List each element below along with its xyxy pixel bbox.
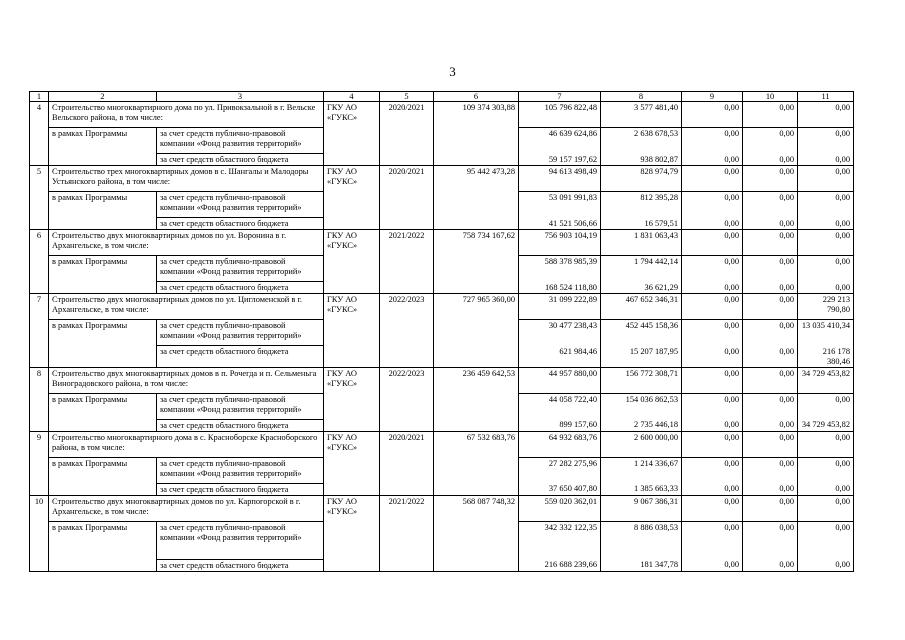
amount-cell: 0,00 xyxy=(743,521,798,559)
row-number: 10 xyxy=(30,495,49,571)
amount-cell: 812 395,28 xyxy=(601,192,682,218)
program-label: в рамках Программы xyxy=(49,128,157,166)
row-number: 9 xyxy=(30,431,49,495)
table-row-object xyxy=(30,102,854,128)
table-row-object xyxy=(30,230,854,256)
amount-cell: 342 332 122,35 xyxy=(519,521,601,559)
amount-cell: 0,00 xyxy=(743,419,798,431)
amount-cell: 94 613 498,49 xyxy=(519,166,601,192)
cost-cell: 109 374 303,88 xyxy=(434,102,519,166)
amount-cell: 0,00 xyxy=(743,320,798,346)
amount-cell: 0,00 xyxy=(743,431,798,457)
table-row-object xyxy=(30,431,854,457)
table-body xyxy=(30,92,854,572)
amount-cell: 0,00 xyxy=(798,495,854,521)
amount-cell: 30 477 238,43 xyxy=(519,320,601,346)
fund-source-label: за счет средств публично-правовой компании «Фонд развития территорий» xyxy=(157,256,324,282)
regional-source-label: за счет средств областного бюджета xyxy=(157,282,324,294)
amount-cell: 1 214 336,67 xyxy=(601,457,682,483)
amount-cell: 0,00 xyxy=(682,431,743,457)
amount-cell: 44 957 880,00 xyxy=(519,367,601,393)
years-cell: 2020/2021 xyxy=(380,102,434,166)
column-number-header: 4 xyxy=(324,92,380,102)
customer-name: ГКУ АО «ГУКС» xyxy=(324,166,380,230)
amount-cell: 0,00 xyxy=(798,521,854,559)
amount-cell: 216 688 239,66 xyxy=(519,559,601,571)
amount-cell: 0,00 xyxy=(682,320,743,346)
object-title: Строительство двух многоквартирных домов в п. Рочегда и п. Сельменьга Виноградовского района, в том числе: xyxy=(49,367,324,393)
amount-cell: 0,00 xyxy=(743,393,798,419)
table-row-object xyxy=(30,166,854,192)
amount-cell: 0,00 xyxy=(798,230,854,256)
years-cell: 2022/2023 xyxy=(380,294,434,368)
object-title: Строительство многоквартирного дома по ул. Привокзальной в г. Вельске Вельского района, в том числе: xyxy=(49,102,324,128)
amount-cell: 216 178 380,46 xyxy=(798,346,854,368)
fund-source-label: за счет средств публично-правовой компании «Фонд развития территорий» xyxy=(157,128,324,154)
amount-cell: 899 157,60 xyxy=(519,419,601,431)
fund-source-label: за счет средств публично-правовой компании «Фонд развития территорий» xyxy=(157,192,324,218)
amount-cell: 0,00 xyxy=(798,192,854,218)
budget-table xyxy=(29,91,854,572)
amount-cell: 0,00 xyxy=(743,483,798,495)
column-number-header: 6 xyxy=(434,92,519,102)
amount-cell: 0,00 xyxy=(743,192,798,218)
years-cell: 2021/2022 xyxy=(380,495,434,571)
amount-cell: 452 445 158,36 xyxy=(601,320,682,346)
table-row-object xyxy=(30,294,854,320)
amount-cell: 756 903 104,19 xyxy=(519,230,601,256)
amount-cell: 1 385 663,33 xyxy=(601,483,682,495)
amount-cell: 53 091 991,83 xyxy=(519,192,601,218)
amount-cell: 0,00 xyxy=(682,230,743,256)
table-row-object xyxy=(30,367,854,393)
amount-cell: 36 621,29 xyxy=(601,282,682,294)
customer-name: ГКУ АО «ГУКС» xyxy=(324,230,380,294)
amount-cell: 9 067 386,31 xyxy=(601,495,682,521)
amount-cell: 0,00 xyxy=(743,495,798,521)
program-label: в рамках Программы xyxy=(49,393,157,431)
regional-source-label: за счет средств областного бюджета xyxy=(157,483,324,495)
amount-cell: 828 974,79 xyxy=(601,166,682,192)
amount-cell: 0,00 xyxy=(682,128,743,154)
amount-cell: 0,00 xyxy=(743,294,798,320)
cost-cell: 95 442 473,28 xyxy=(434,166,519,230)
amount-cell: 0,00 xyxy=(798,154,854,166)
object-title: Строительство многоквартирного дома в с. Красноборске Красноборского района, в том числе: xyxy=(49,431,324,457)
row-number: 5 xyxy=(30,166,49,230)
amount-cell: 0,00 xyxy=(798,166,854,192)
amount-cell: 27 282 275,96 xyxy=(519,457,601,483)
fund-source-label: за счет средств публично-правовой компании «Фонд развития территорий» xyxy=(157,457,324,483)
amount-cell: 0,00 xyxy=(682,166,743,192)
object-title: Строительство трех многоквартирных домов в с. Шангалы и Малодоры Устьянского района, в том числе: xyxy=(49,166,324,192)
row-number: 8 xyxy=(30,367,49,431)
program-label: в рамках Программы xyxy=(49,256,157,294)
row-number: 7 xyxy=(30,294,49,368)
amount-cell: 2 735 446,18 xyxy=(601,419,682,431)
object-title: Строительство двух многоквартирных домов по ул. Воронина в г. Архангельске, в том числе: xyxy=(49,230,324,256)
amount-cell: 59 157 197,62 xyxy=(519,154,601,166)
column-number-header: 2 xyxy=(49,92,157,102)
object-title: Строительство двух многоквартирных домов по ул. Карпогорской в г. Архангельске, в том числе: xyxy=(49,495,324,521)
amount-cell: 0,00 xyxy=(798,483,854,495)
column-number-header: 11 xyxy=(798,92,854,102)
amount-cell: 15 207 187,95 xyxy=(601,346,682,368)
fund-source-label: за счет средств публично-правовой компании «Фонд развития территорий» xyxy=(157,320,324,346)
row-number: 4 xyxy=(30,102,49,166)
amount-cell: 3 577 481,40 xyxy=(601,102,682,128)
amount-cell: 181 347,78 xyxy=(601,559,682,571)
program-label: в рамках Программы xyxy=(49,521,157,571)
amount-cell: 0,00 xyxy=(682,192,743,218)
amount-cell: 0,00 xyxy=(743,346,798,368)
program-label: в рамках Программы xyxy=(49,192,157,230)
column-number-header: 7 xyxy=(519,92,601,102)
regional-source-label: за счет средств областного бюджета xyxy=(157,154,324,166)
years-cell: 2020/2021 xyxy=(380,166,434,230)
column-number-header: 3 xyxy=(157,92,324,102)
amount-cell: 34 729 453,82 xyxy=(798,419,854,431)
amount-cell: 0,00 xyxy=(682,282,743,294)
amount-cell: 44 058 722,40 xyxy=(519,393,601,419)
customer-name: ГКУ АО «ГУКС» xyxy=(324,102,380,166)
amount-cell: 13 035 410,34 xyxy=(798,320,854,346)
program-label: в рамках Программы xyxy=(49,320,157,368)
amount-cell: 31 099 222,89 xyxy=(519,294,601,320)
amount-cell: 46 639 624,86 xyxy=(519,128,601,154)
column-number-header: 5 xyxy=(380,92,434,102)
amount-cell: 588 378 985,39 xyxy=(519,256,601,282)
cost-cell: 727 965 360,00 xyxy=(434,294,519,368)
amount-cell: 0,00 xyxy=(682,346,743,368)
page-number: 3 xyxy=(449,64,456,79)
amount-cell: 2 638 678,53 xyxy=(601,128,682,154)
amount-cell: 0,00 xyxy=(743,128,798,154)
customer-name: ГКУ АО «ГУКС» xyxy=(324,367,380,431)
amount-cell: 467 652 346,31 xyxy=(601,294,682,320)
customer-name: ГКУ АО «ГУКС» xyxy=(324,294,380,368)
amount-cell: 0,00 xyxy=(798,218,854,230)
column-number-header: 8 xyxy=(601,92,682,102)
amount-cell: 156 772 308,71 xyxy=(601,367,682,393)
customer-name: ГКУ АО «ГУКС» xyxy=(324,431,380,495)
table-row-object xyxy=(30,495,854,521)
amount-cell: 0,00 xyxy=(798,559,854,571)
years-cell: 2021/2022 xyxy=(380,230,434,294)
amount-cell: 229 213 790,80 xyxy=(798,294,854,320)
amount-cell: 0,00 xyxy=(682,559,743,571)
amount-cell: 64 932 683,76 xyxy=(519,431,601,457)
amount-cell: 0,00 xyxy=(743,230,798,256)
amount-cell: 0,00 xyxy=(682,483,743,495)
amount-cell: 0,00 xyxy=(743,154,798,166)
amount-cell: 168 524 118,80 xyxy=(519,282,601,294)
cost-cell: 67 532 683,76 xyxy=(434,431,519,495)
amount-cell: 0,00 xyxy=(682,218,743,230)
amount-cell: 0,00 xyxy=(682,457,743,483)
amount-cell: 16 579,51 xyxy=(601,218,682,230)
cost-cell: 236 459 642,53 xyxy=(434,367,519,431)
amount-cell: 0,00 xyxy=(682,419,743,431)
amount-cell: 105 796 822,48 xyxy=(519,102,601,128)
years-cell: 2022/2023 xyxy=(380,367,434,431)
amount-cell: 0,00 xyxy=(798,256,854,282)
amount-cell: 0,00 xyxy=(798,282,854,294)
fund-source-label: за счет средств публично-правовой компании «Фонд развития территорий» xyxy=(157,393,324,419)
amount-cell: 34 729 453,82 xyxy=(798,367,854,393)
amount-cell: 37 650 407,80 xyxy=(519,483,601,495)
amount-cell: 0,00 xyxy=(743,218,798,230)
amount-cell: 0,00 xyxy=(743,559,798,571)
amount-cell: 2 600 000,00 xyxy=(601,431,682,457)
amount-cell: 1 831 063,43 xyxy=(601,230,682,256)
amount-cell: 0,00 xyxy=(798,457,854,483)
amount-cell: 0,00 xyxy=(743,256,798,282)
amount-cell: 0,00 xyxy=(682,495,743,521)
years-cell: 2020/2021 xyxy=(380,431,434,495)
amount-cell: 0,00 xyxy=(682,256,743,282)
customer-name: ГКУ АО «ГУКС» xyxy=(324,495,380,571)
amount-cell: 0,00 xyxy=(798,431,854,457)
amount-cell: 0,00 xyxy=(743,102,798,128)
amount-cell: 621 984,46 xyxy=(519,346,601,368)
cost-cell: 568 087 748,32 xyxy=(434,495,519,571)
amount-cell: 0,00 xyxy=(743,282,798,294)
amount-cell: 8 886 038,53 xyxy=(601,521,682,559)
amount-cell: 0,00 xyxy=(798,102,854,128)
amount-cell: 41 521 506,66 xyxy=(519,218,601,230)
object-title: Строительство двух многоквартирных домов по ул. Цигломенской в г. Архангельске, в том числе: xyxy=(49,294,324,320)
amount-cell: 0,00 xyxy=(682,102,743,128)
row-number: 6 xyxy=(30,230,49,294)
column-number-row xyxy=(30,92,854,102)
amount-cell: 0,00 xyxy=(743,367,798,393)
regional-source-label: за счет средств областного бюджета xyxy=(157,346,324,368)
amount-cell: 154 036 862,53 xyxy=(601,393,682,419)
column-number-header: 9 xyxy=(682,92,743,102)
regional-source-label: за счет средств областного бюджета xyxy=(157,559,324,571)
amount-cell: 0,00 xyxy=(682,154,743,166)
column-number-header: 1 xyxy=(30,92,49,102)
amount-cell: 1 794 442,14 xyxy=(601,256,682,282)
amount-cell: 938 802,87 xyxy=(601,154,682,166)
amount-cell: 0,00 xyxy=(682,393,743,419)
program-label: в рамках Программы xyxy=(49,457,157,495)
regional-source-label: за счет средств областного бюджета xyxy=(157,218,324,230)
column-number-header: 10 xyxy=(743,92,798,102)
amount-cell: 0,00 xyxy=(743,457,798,483)
amount-cell: 0,00 xyxy=(682,294,743,320)
amount-cell: 0,00 xyxy=(798,393,854,419)
amount-cell: 559 020 362,01 xyxy=(519,495,601,521)
cost-cell: 758 734 167,62 xyxy=(434,230,519,294)
regional-source-label: за счет средств областного бюджета xyxy=(157,419,324,431)
amount-cell: 0,00 xyxy=(743,166,798,192)
amount-cell: 0,00 xyxy=(682,521,743,559)
amount-cell: 0,00 xyxy=(682,367,743,393)
amount-cell: 0,00 xyxy=(798,128,854,154)
fund-source-label: за счет средств публично-правовой компании «Фонд развития территорий» xyxy=(157,521,324,559)
